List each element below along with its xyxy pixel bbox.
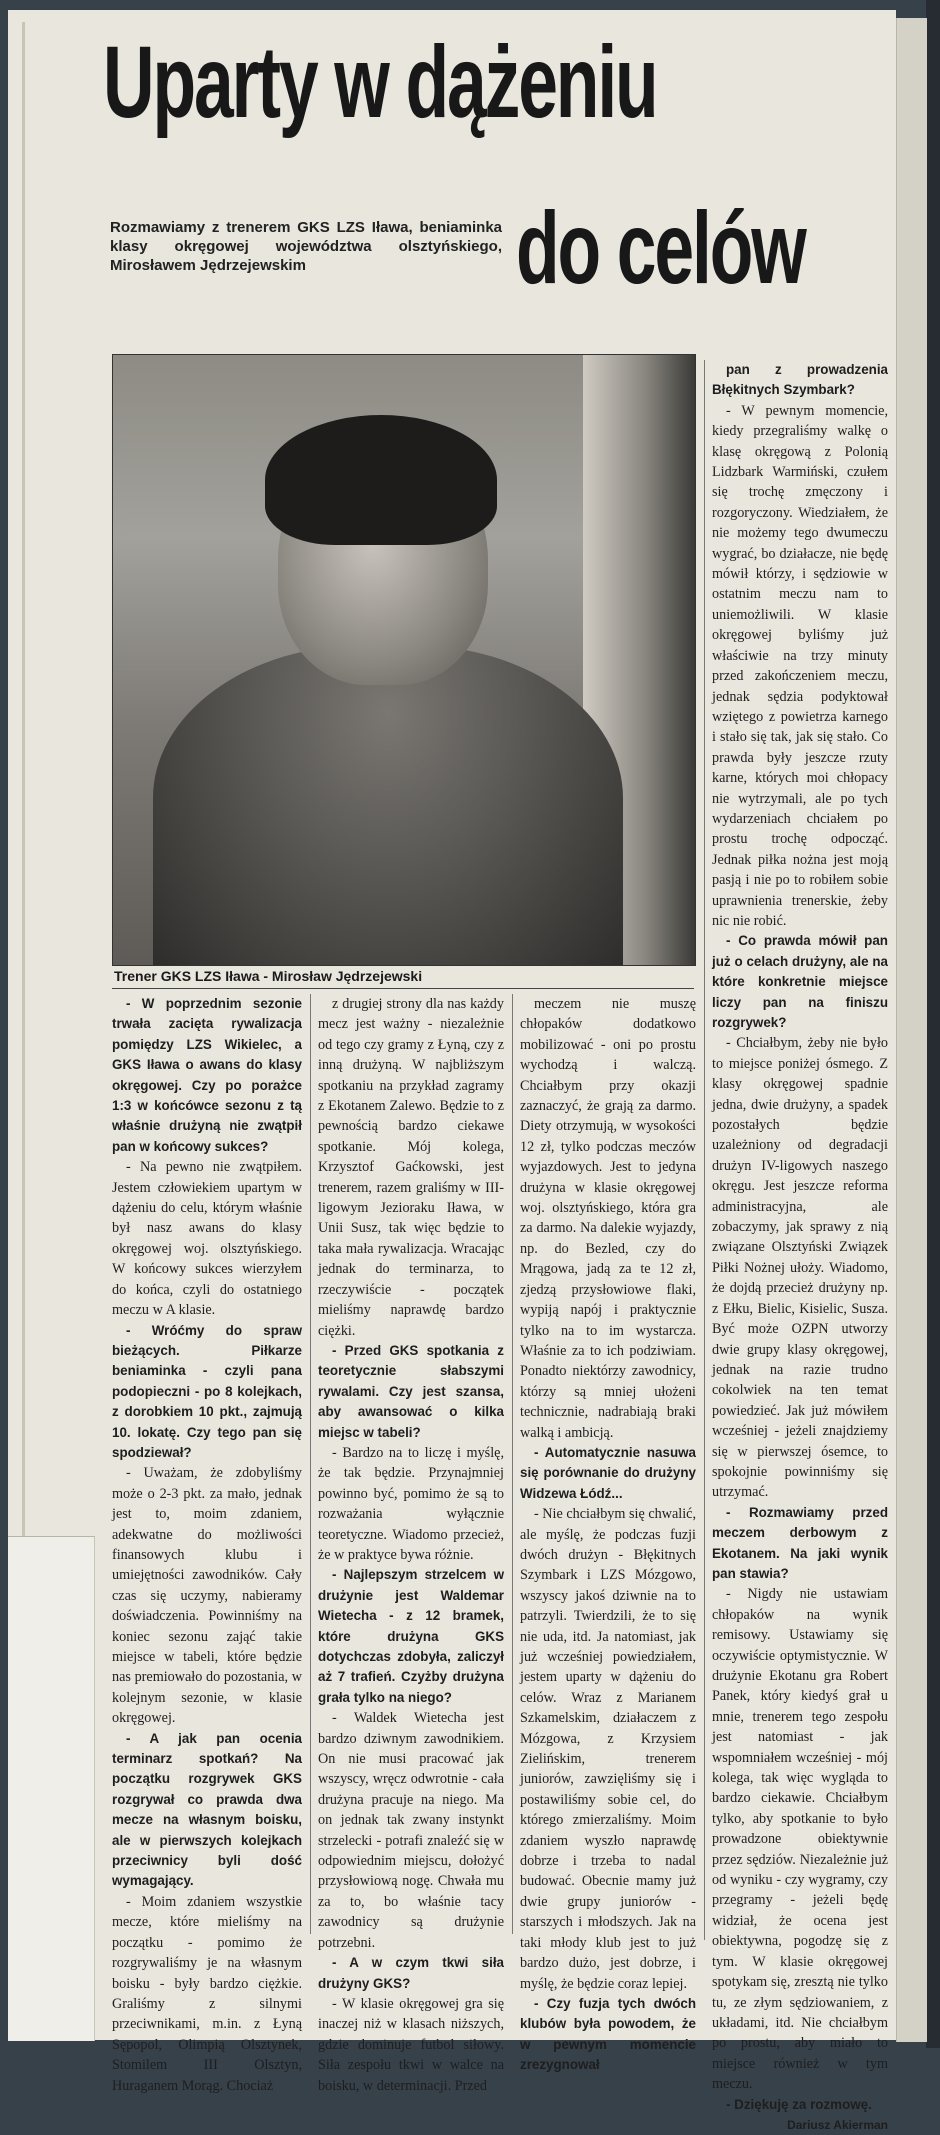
interview-answer: - W pewnym momencie, kiedy przegraliśmy walkę o klasę okręgową z Polonią Lidzbark Warmiński, czułem się trochę zmęczony i rozgoryczony. Wiedziałem, że nie możemy tego dwumeczu wygrać, bo działacze, nie będę mówił którzy, i sędziowie w ostatnim meczu nam to uniemożliwili. W klasie okręgowej byliśmy już właściwie na trzy minuty przed zakończeniem meczu, jednak sędzia podyktował wziętego z powietrza karnego i stało się tak, jak się stało. Co prawda były jeszcze rzuty karne, których moi chłopacy nie wytrzymali, ale po tych wydarzeniach chciałem po prostu trochę odpocząć. Jednak piłka nożna jest moją pasją i nie po to robiłem sobie uprawnienia trenerskie, żeby nic nie robić. xyxy=(712,402,888,929)
interview-answer: - Bardzo na to liczę i myślę, że tak będzie. Przynajmniej powinno być, pomimo że są to rozważania wyłącznie teoretyczne. Wiadomo przecież, że w praktyce bywa różnie. xyxy=(318,1444,504,1563)
interview-answer: meczem nie muszę chłopaków dodatkowo mobilizować - oni po prostu wychodzą i walczą. Chciałbym przy okazji zaznaczyć, że grają za darmo. Diety otrzymują, w wysokości 12 zł, tylko podczas meczów wyjazdowych. Jest to jedyna drużyna w klasie okręgowej woj. olsztyńskiego, która gra za darmo. Na dalekie wyjazdy, np. do Bezled, czy do Mrągowa, jadą za te 12 zł, zjedzą przysłowiowe flaki, wypiją napój i praktycznie tylko na to im wystarcza. Właśnie za to ich podziwiam. Ponadto niektórzy zawodnicy, którzy są mniej ułożeni technicznie, nadrabiają braki walką i ambicją. xyxy=(520,996,696,1441)
interview-answer: - Nigdy nie ustawiam chłopaków na wynik remisowy. Ustawiamy się oczywiście optymistycznie. W drużynie Ekotanu gra Robert Panek, który kiedyś grał u mnie, trenerem tego zespołu jest natomiast - jak wspomniałem wcześniej - mój kolega, tak więc wygląda to bardzo ciekawie. Chciałbym tylko, aby spotkanie to było prowadzone obiektywnie przez sędziów. Niezależnie już od wyniku - czy wygramy, czy przegramy - jeżeli będę widział, że ocena jest obiektywna, pogodzę się z tym. W klasie okręgowej spotykam się, zresztą nie tylko tu, ze złym sędziowaniem, z układami, itd. Nie chciałbym po prostu, aby miało to miejsce również w tym meczu. xyxy=(712,1586,888,2093)
interview-question: - Automatycznie nasuwa się porównanie do drużyny Widzewa Łódź... xyxy=(520,1444,696,1501)
headline: Uparty w dążeniu xyxy=(103,25,657,139)
interview-answer: - Uważam, że zdobyliśmy może o 2-3 pkt. za mało, jednak jest to, moim zdaniem, adekwatne do możliwości finansowych klubu i umiejętności zawodników. Cały czas się uczymy, nabieramy doświadczenia. Powinniśmy na koniec sezonu zająć takie miejsce w tabeli, które będzie nas premiowało do pozostania, w kolejnym sezonie, w klasie okręgowej. xyxy=(112,1465,302,1727)
lead-paragraph: Rozmawiamy z trenerem GKS LZS Iława, beniaminka klasy okręgowej województwa olsztyńskiego, Mirosławem Jędrzejewskim xyxy=(110,219,502,274)
paper-edge xyxy=(896,18,927,2042)
interview-question: - Przed GKS spotkania z teoretycznie słabszymi rywalami. Czy jest szansa, aby awansować o kilka miejsc w tabeli? xyxy=(318,1342,504,1440)
column-rule xyxy=(704,360,705,1940)
interview-question: - Dziękuję za rozmowę. xyxy=(726,2096,872,2112)
caption-rule xyxy=(112,988,694,989)
interview-question: - Rozmawiamy przed meczem derbowym z Ekotanem. Na jaki wynik pan stawia? xyxy=(712,1504,888,1581)
newspaper-clipping xyxy=(8,10,896,2132)
interview-question: - Co prawda mówił pan już o celach drużyny, ale na które konkretnie miejsce liczy pan na finiszu rozgrywek? xyxy=(712,933,888,1030)
interview-answer: - Moim zdaniem wszystkie mecze, które mieliśmy na początku - pomimo że rozgrywaliśmy je na własnym boisku - były bardzo ciężkie. Graliśmy z silnymi przeciwnikami, m.in. z Łyną Sępopol, Olimpią Olsztynek, Stomilem III Olsztyn, Huraganem Morąg. Chociaż xyxy=(112,1893,302,2094)
interview-answer: - Chciałbym, żeby nie było to miejsce poniżej ósmego. Z klasy okręgowej spadnie jedna, dwie drużyny, a spadek pozostałych będzie uzależniony od degradacji drużyn IV-ligowych naszego okręgu. Jest jeszcze reforma administracyjna, ale zobaczymy, jak sprawy z nią związane Olsztyński Związek Piłki Nożnej ułoży. Wiadomo, że dojdą przecież drużyny np. z Ełku, Bielic, Kisielic, Susza. Być może OZPN utworzy dwie grupy klasy okręgowej, jednak na razie trudno cokolwiek na ten temat powiedzieć. Jak już mówiłem wcześniej - jeżeli znajdziemy się w pierwszej ósemce, to spokojnie powinniśmy się utrzymać. xyxy=(712,1035,888,1501)
interview-question: pan z prowadzenia Błękitnych Szymbark? xyxy=(712,362,888,398)
interview-question: - Czy fuzja tych dwóch klubów była powodem, że w pewnym momencie zrezygnował xyxy=(520,1995,696,2073)
column-rule xyxy=(512,994,513,1934)
column-rule xyxy=(310,994,311,1934)
background-edge xyxy=(926,0,940,2048)
interview-answer: - Nie chciałbym się chwalić, ale myślę, że podczas fuzji dwóch drużyn - Błękitnych Szymbark i LZS Mózgowo, wszyscy jakoś dziwnie na to patrzyli. Twierdzili, że to się nie uda, itd. Ja natomiast, jak już wcześniej powiedziałem, jestem uparty w dążeniu do celów. Wraz z Marianem Szkamelskim, działaczem z Mózgowa, z Krzysiem Zielińskim, trenerem juniorów, zawzięliśmy się i postawiliśmy sobie cel, do którego zmierzaliśmy. Moim zdaniem wyszło naprawdę dobrze i trzeba to nadal budować. Obecnie mamy już dwie grupy juniorów - starszych i młodszych. Jak na taki młody klub jest to już bardzo dużo, jest dobrze, i myślę, że będzie coraz lepiej. xyxy=(520,1506,696,1992)
interview-answer: - W klasie okręgowej gra się inaczej niż w klasach niższych, gdzie dominuje futbol siłowy. Siła zespołu tkwi w walce na boisku, w determinacji. Przed xyxy=(318,1995,504,2094)
coach-photo xyxy=(112,354,696,966)
photo-figure-body xyxy=(153,645,623,966)
interview-question: - Wróćmy do spraw bieżących. Piłkarze beniaminka - czyli pana podopieczni - po 8 kolejkach, z dorobkiem 10 pkt., zajmują 10. lokatę. Czy tego pan się spodziewał? xyxy=(112,1322,302,1460)
interview-question: - A jak pan ocenia terminarz spotkań? Na początku rozgrywek GKS rozgrywał co prawda dwa mecze na własnym boisku, ale w pierwszych kolejkach przeciwnicy byli dość wymagający. xyxy=(112,1730,302,1889)
article-column-3 xyxy=(520,994,696,2076)
interview-answer: - Na pewno nie zwątpiłem. Jestem człowiekiem upartym w dążeniu do celu, którym właśnie był nasz awans do klasy okręgowej woj. olsztyńskiego. W końcowy sukces wierzyłem do końca, czyli do ostatniego meczu w A klasie. xyxy=(112,1159,302,1319)
author-signature: Dariusz Akierman xyxy=(787,2117,888,2132)
article-column-4 xyxy=(712,360,888,2135)
folded-corner xyxy=(8,1536,95,2041)
photo-figure-hair xyxy=(265,415,497,545)
photo-caption: Trener GKS LZS Iława - Mirosław Jędrzejewski xyxy=(114,968,423,984)
interview-question: - W poprzednim sezonie trwała zacięta rywalizacja pomiędzy LZS Wikielec, a GKS Iława o awans do klasy okręgowej. Czy po porażce 1:3 w końcówce sezonu z tą właśnie drużyną nie zwątpił pan w końcowy sukces? xyxy=(112,996,302,1154)
article-column-2 xyxy=(318,994,504,2096)
headline-continuation: do celów xyxy=(516,191,805,305)
interview-question: - A w czym tkwi siła drużyny GKS? xyxy=(318,1955,504,1991)
interview-question: - Najlepszym strzelcem w drużynie jest Waldemar Wietecha - z 12 bramek, które drużyna GKS dotychczas zdobyła, zaliczył aż 7 trafień. Czyżby drużyna grała tylko na niego? xyxy=(318,1567,504,1705)
interview-answer: z drugiej strony dla nas każdy mecz jest ważny - niezależnie od tego czy gramy z Łyną, czy z inną drużyną. W najbliższym spotkaniu na przykład zagramy z Ekotanem Zalewo. Będzie to z pewnością bardzo ciekawe spotkanie. Mój kolega, Krzysztof Gaćkowski, jest trenerem, razem graliśmy w III-ligowym Jezioraku Iława, w Unii Susz, tak więc będzie to taka mała rywalizacja. Wracając jednak do terminarza, to rzeczywiście - początek mieliśmy naprawdę bardzo ciężki. xyxy=(318,996,504,1339)
article-column-1 xyxy=(112,994,302,2096)
interview-answer: - Waldek Wietecha jest bardzo dziwnym zawodnikiem. On nie musi pracować jak wszyscy, wręcz odwrotnie - cała drużyna pracuje na niego. Ma on jednak tak zwany instynkt strzelecki - potrafi znaleźć się w odpowiednim miejscu, dołożyć przysłowiową nogę. Chwała mu za to, bo właśnie tacy zawodnicy są drużynie potrzebni. xyxy=(318,1710,504,1951)
